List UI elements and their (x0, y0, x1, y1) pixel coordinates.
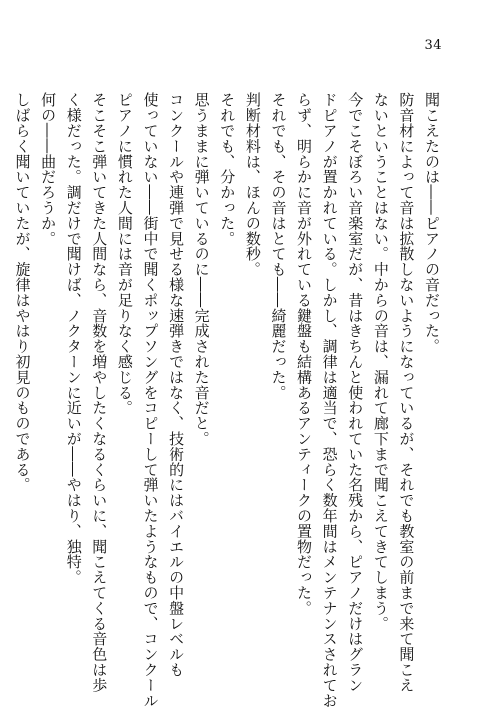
text-line: 判断材料は、ほんの数秒。 (243, 92, 262, 277)
text-line: 使っていない――街中で聞くポップソングをコピーして弾いたようなもので、コンクール (141, 92, 160, 708)
text-line: それでも、分かった。 (218, 92, 237, 246)
page-number: 34 (424, 38, 442, 53)
text-line: 思うままに弾いているのに――完成された音だと。 (192, 92, 211, 447)
text-line: ピアノに慣れた人間には音が足りなく感じる。 (115, 92, 134, 416)
text-line: らず、明らかに音が外れている鍵盤も結構あるアンティークの置物だった。 (295, 92, 314, 616)
text-line: 今でこそぼろい音楽室だが、昔はきちんと使われていた名残から、ピアノだけはグラン (346, 92, 365, 693)
text-line: 聞こえたのは――ピアノの音だった。 (423, 92, 441, 354)
text-line: ドピアノが置かれている。しかし、調律は適当で、恐らく数年間はメンテナンスされてお (320, 92, 339, 708)
text-line: 防音材によって音は拡散しないようになっているが、それでも教室の前まで来て聞こえ (397, 92, 416, 693)
text-line: それでも、その音はとても――綺麗だった。 (269, 92, 288, 400)
text-line: く様だった。調だけで聞けば、ノクターンに近いが――やはり、独特。 (64, 92, 83, 585)
text-line: しばらく聞いていたが、旋律はやはり初見のものである。 (13, 92, 32, 493)
vertical-text-body (9, 92, 444, 708)
text-line: 何の――曲だろうか。 (39, 92, 58, 246)
text-line: ないということはない。中からの音は、漏れて廊下まで聞こえてきてしまう。 (371, 92, 390, 631)
text-line: コンクールや連弾で見せる様な速弾きではなく、技術的にはバイエルの中盤レベルも (167, 92, 186, 678)
text-line: そこそこ弾いてきた人間なら、音数を増やしたくなるくらいに、聞こえてくる音色は歩 (90, 92, 109, 693)
